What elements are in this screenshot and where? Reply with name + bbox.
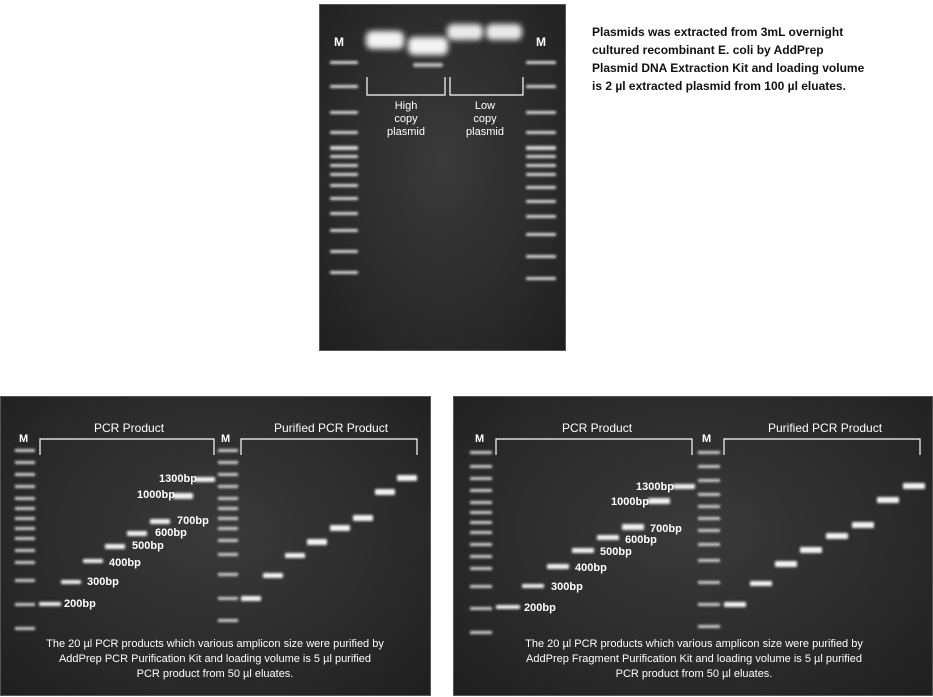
purified-product-bands — [241, 475, 417, 601]
band-label-200bp: 200bp — [64, 598, 96, 610]
marker-label: M — [536, 35, 546, 49]
band-label-1000bp: 1000bp — [137, 489, 175, 501]
band-label-600bp: 600bp — [625, 534, 657, 546]
pcr-product-bands — [496, 484, 695, 609]
marker-ladder-2 — [698, 451, 720, 628]
purified-product-bands — [724, 483, 925, 607]
plasmid-gel-image — [319, 4, 566, 351]
marker-ladder-1 — [15, 449, 35, 630]
pcr-product-bands — [39, 477, 215, 606]
pcr-gel-caption: The 20 µl PCR products which various amplicon size were purified by AddPrep PCR Purification Kit and loading volume is 5 µl purified PCR product from 50 µl eluates. — [46, 638, 384, 680]
band-label-300bp: 300bp — [551, 581, 583, 593]
plasmid-description: Plasmids was extracted from 3mL overnight cultured recombinant E. coli by AddPrep Plasmid DNA Extraction Kit and loading volume is 2 µl extracted plasmid from 100 µl eluates. — [592, 25, 865, 93]
marker-label: M — [475, 433, 485, 445]
band-label-500bp: 500bp — [600, 546, 632, 558]
band-label-1000bp: 1000bp — [611, 496, 649, 508]
marker-label: M — [702, 433, 712, 445]
marker-label: M — [19, 433, 29, 445]
band-label-400bp: 400bp — [109, 557, 141, 569]
pcr-purification-gel-image — [0, 396, 431, 696]
band-label-200bp: 200bp — [524, 602, 556, 614]
band-label-300bp: 300bp — [87, 576, 119, 588]
marker-ladder-right — [526, 61, 556, 280]
purified-product-header: Purified PCR Product — [274, 421, 389, 435]
marker-ladder-2 — [218, 449, 238, 622]
pcr-product-header: PCR Product — [94, 421, 165, 435]
fragment-purification-gel-image — [453, 396, 933, 696]
group-brackets — [367, 77, 523, 95]
marker-label: M — [334, 35, 344, 49]
band-label-1300bp: 1300bp — [159, 473, 197, 485]
marker-label: M — [221, 433, 231, 445]
band-label-600bp: 600bp — [155, 527, 187, 539]
band-label-500bp: 500bp — [132, 540, 164, 552]
marker-ladder-1 — [470, 451, 492, 634]
pcr-product-header: PCR Product — [562, 421, 633, 435]
low-copy-label: Low copy plasmid — [466, 100, 504, 138]
band-label-700bp: 700bp — [650, 523, 682, 535]
band-label-400bp: 400bp — [575, 562, 607, 574]
marker-ladder-left — [330, 61, 358, 274]
plasmid-gel-bands — [320, 5, 565, 350]
band-label-700bp: 700bp — [177, 515, 209, 527]
plasmid-sample-bands — [366, 24, 522, 67]
high-copy-label: High copy plasmid — [387, 100, 425, 138]
band-label-1300bp: 1300bp — [636, 481, 674, 493]
purified-product-header: Purified PCR Product — [768, 421, 883, 435]
fragment-gel-caption: The 20 µl PCR products which various amplicon size were purified by AddPrep Fragment Purification Kit and loading volume is 5 µl purified PCR product from 50 µl eluates. — [525, 638, 863, 680]
